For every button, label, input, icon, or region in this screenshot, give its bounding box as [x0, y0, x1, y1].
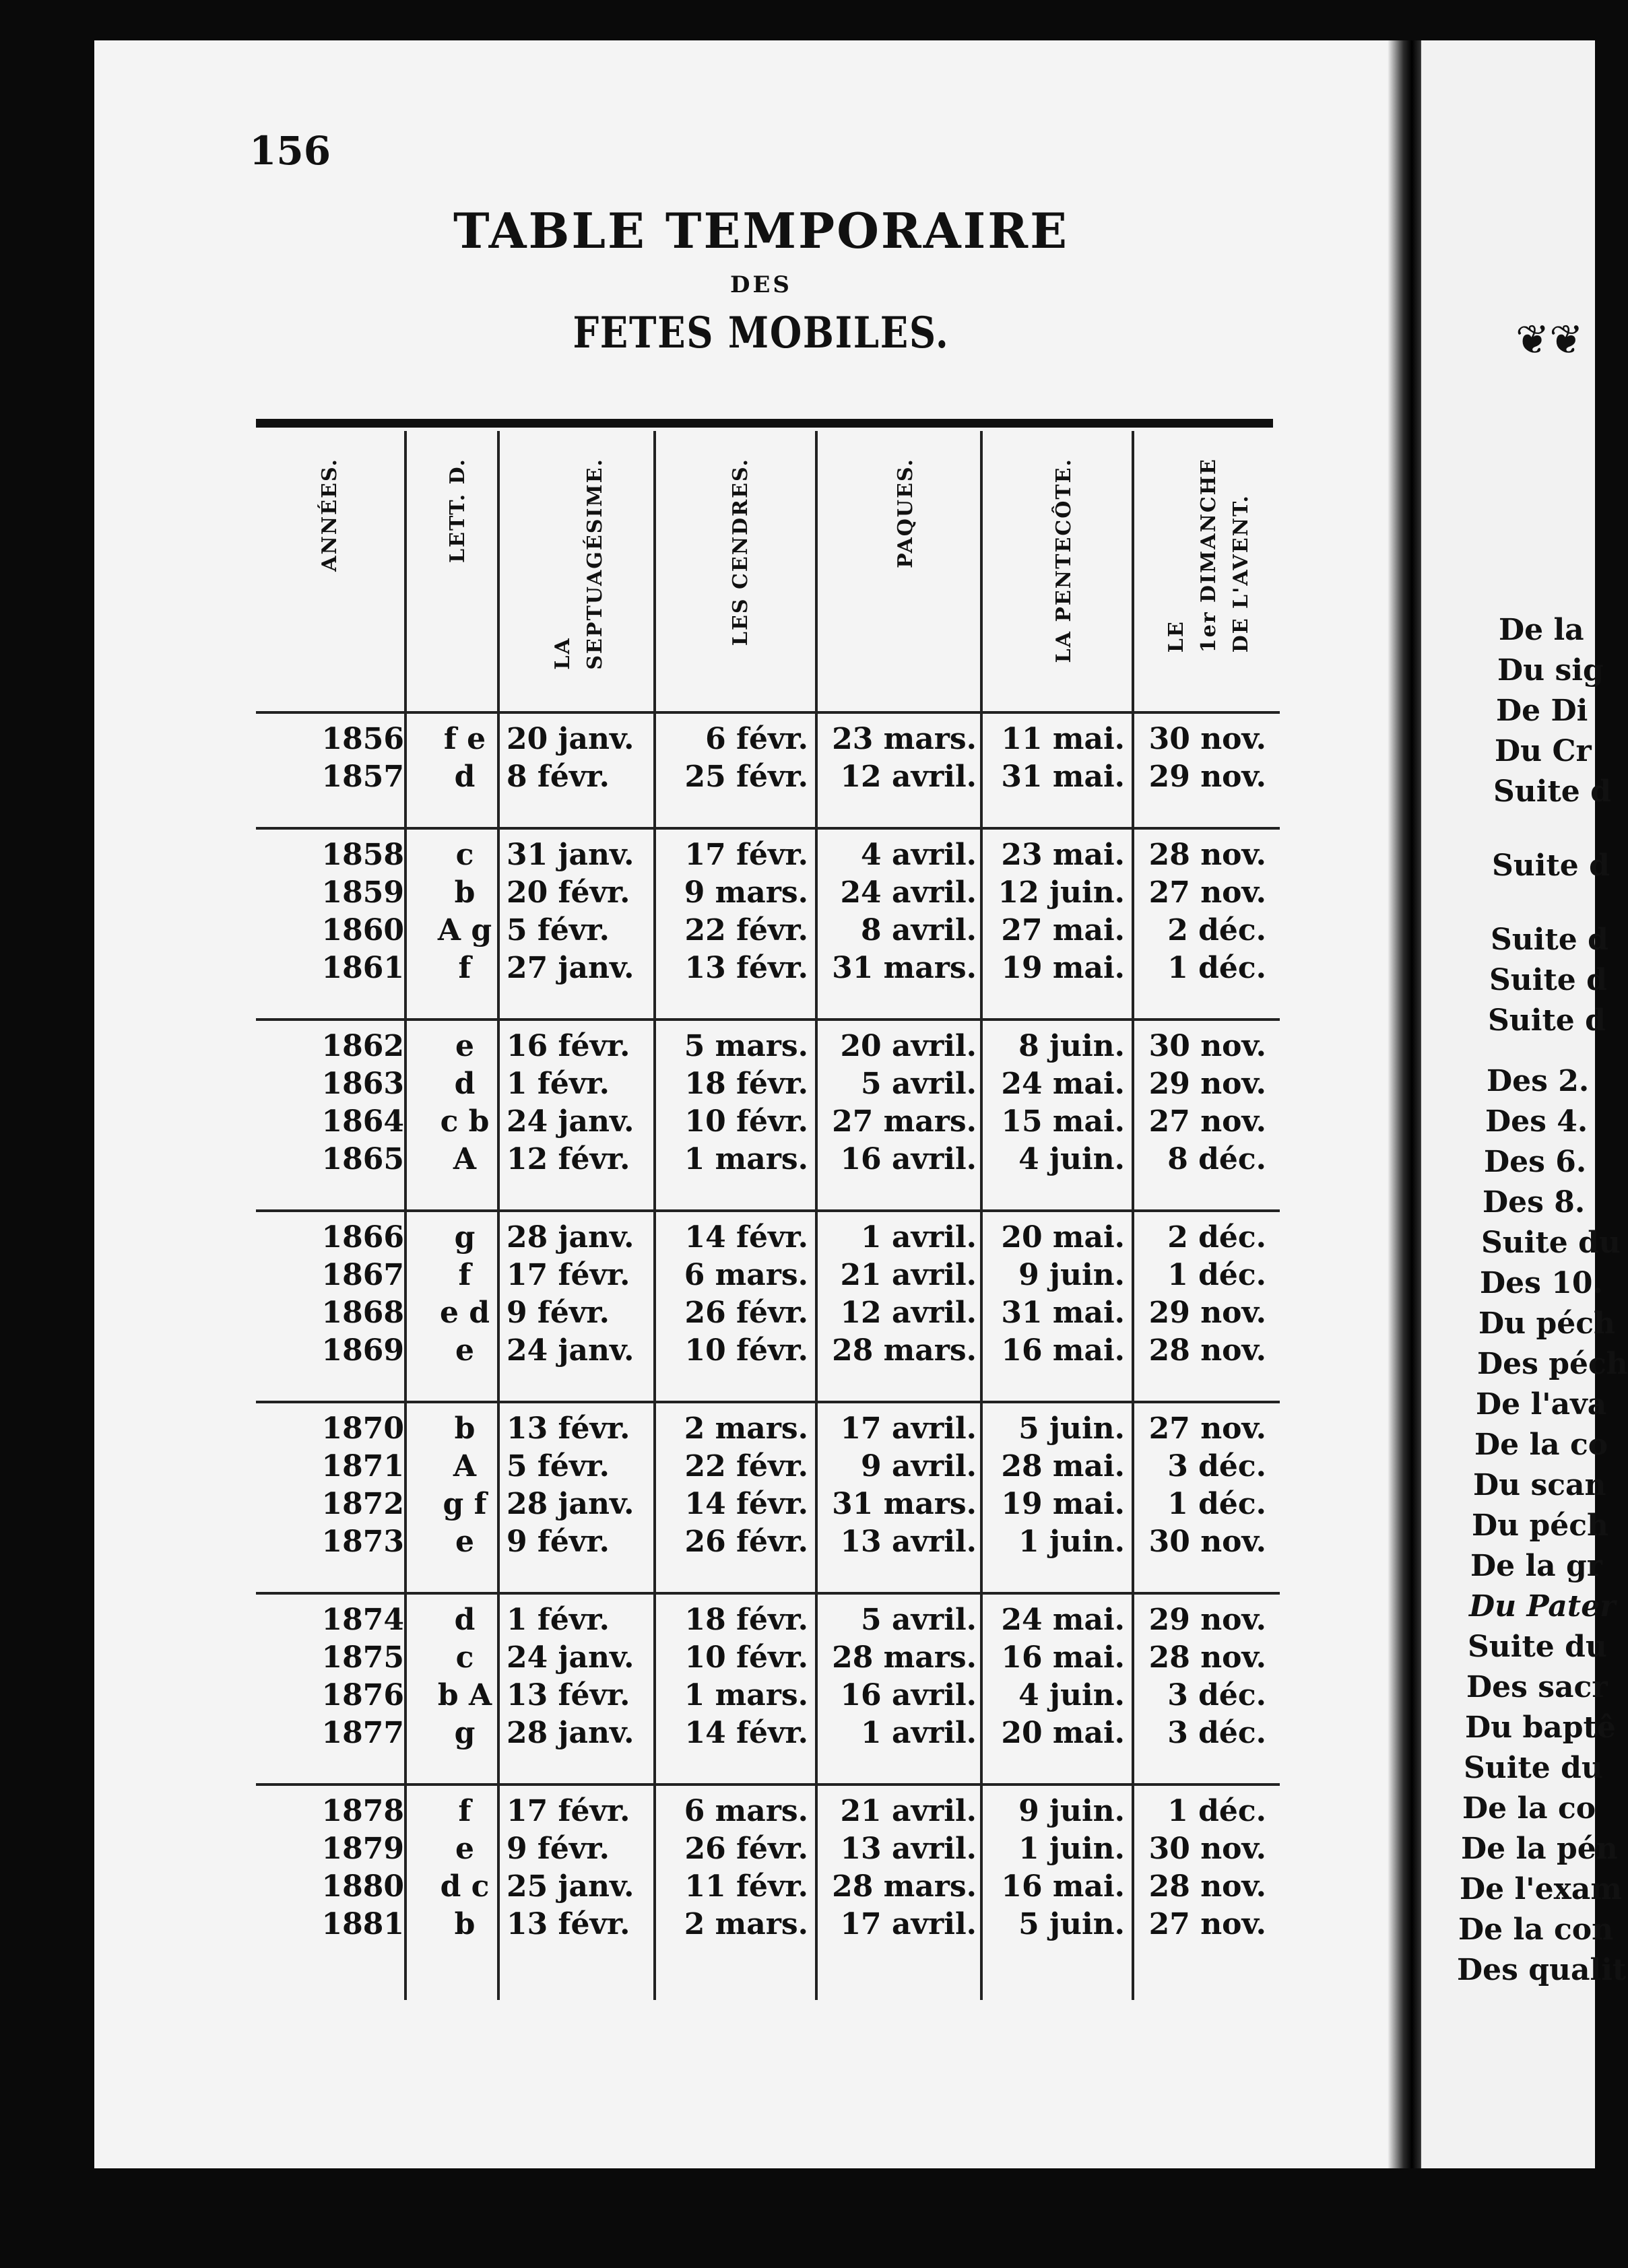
septuagesime-cell: 17 févr.: [507, 1258, 630, 1292]
cendres-cell: 18 févr.: [684, 1603, 808, 1637]
paques-cell: 16 avril.: [840, 1142, 977, 1176]
right-page-line: Des 2.: [1487, 1064, 1590, 1098]
letter-cell: d: [454, 1067, 476, 1101]
year-cell: 1871: [321, 1449, 404, 1483]
group-rule: [256, 1018, 1280, 1021]
cendres-cell: 18 févr.: [684, 1067, 808, 1101]
septuagesime-cell: 5 févr.: [507, 1449, 610, 1483]
feast-table: [256, 431, 1280, 2000]
pentecote-cell: 16 mai.: [1001, 1333, 1125, 1368]
avent-cell: 3 déc.: [1167, 1449, 1266, 1483]
paques-cell: 31 mars.: [832, 1487, 977, 1521]
letter-cell: d c: [440, 1869, 490, 1904]
column-divider: [1132, 431, 1134, 2000]
year-cell: 1877: [321, 1716, 404, 1750]
right-page-line: De Di: [1496, 694, 1588, 728]
right-page-line: Des sacr: [1466, 1670, 1608, 1704]
header-label: LETT. D.: [446, 458, 469, 563]
column-divider: [653, 431, 656, 2000]
avent-cell: 27 nov.: [1148, 1411, 1266, 1446]
letter-cell: d: [454, 760, 476, 794]
column-divider: [980, 431, 983, 2000]
avent-cell: 1 déc.: [1167, 1794, 1266, 1828]
cendres-cell: 14 févr.: [684, 1716, 808, 1750]
paques-cell: 20 avril.: [840, 1029, 977, 1063]
pentecote-cell: 19 mai.: [1001, 1487, 1125, 1521]
paques-cell: 31 mars.: [832, 951, 977, 985]
right-page-line: Des qualit: [1457, 1953, 1627, 1987]
paques-cell: 1 avril.: [861, 1220, 977, 1255]
table-row: [256, 1410, 1280, 1448]
group-rule: [256, 827, 1280, 830]
right-page-line: Suite du: [1481, 1226, 1621, 1260]
paques-cell: 21 avril.: [840, 1258, 977, 1292]
avent-cell: 30 nov.: [1148, 722, 1266, 756]
year-cell: 1863: [321, 1067, 404, 1101]
letter-cell: d: [454, 1603, 476, 1637]
paques-cell: 12 avril.: [840, 1296, 977, 1330]
year-cell: 1857: [321, 760, 404, 794]
letter-cell: A: [453, 1449, 477, 1483]
paques-cell: 17 avril.: [840, 1907, 977, 1941]
page-number: 156: [249, 128, 331, 174]
table-row: [256, 1486, 1280, 1523]
pentecote-cell: 8 juin.: [1018, 1029, 1125, 1063]
table-row: [256, 1028, 1280, 1065]
header-label: LA SEPTUAGÉSIME.: [551, 458, 607, 670]
table-row: [256, 1448, 1280, 1486]
right-page-line: De la con: [1458, 1912, 1614, 1947]
table-row: [256, 1294, 1280, 1332]
pentecote-cell: 1 juin.: [1018, 1525, 1125, 1559]
cendres-cell: 9 mars.: [684, 875, 808, 910]
avent-cell: 3 déc.: [1167, 1716, 1266, 1750]
avent-cell: 1 déc.: [1167, 1258, 1266, 1292]
year-cell: 1878: [321, 1794, 404, 1828]
paques-cell: 24 avril.: [840, 875, 977, 910]
letter-cell: f: [458, 951, 471, 985]
pentecote-cell: 11 mai.: [1001, 722, 1125, 756]
header-label: PAQUES.: [894, 458, 917, 568]
cendres-cell: 10 févr.: [684, 1640, 808, 1675]
paques-cell: 28 mars.: [832, 1640, 977, 1675]
year-cell: 1862: [321, 1029, 404, 1063]
avent-cell: 30 nov.: [1148, 1029, 1266, 1063]
pentecote-cell: 9 juin.: [1018, 1258, 1125, 1292]
septuagesime-cell: 13 févr.: [507, 1411, 630, 1446]
paques-cell: 9 avril.: [861, 1449, 977, 1483]
right-page-line: Suite d: [1492, 848, 1610, 883]
table-row: [256, 1639, 1280, 1677]
right-page-line: Du Cr: [1495, 734, 1592, 768]
ornament-icon: ❦❦: [1516, 316, 1584, 364]
letter-cell: c b: [440, 1104, 490, 1139]
table-row: [256, 1830, 1280, 1868]
table-row: [256, 1868, 1280, 1906]
year-cell: 1872: [321, 1487, 404, 1521]
year-cell: 1868: [321, 1296, 404, 1330]
year-cell: 1858: [321, 838, 404, 872]
cendres-cell: 1 mars.: [684, 1142, 808, 1176]
right-page-line: Des 10.: [1480, 1266, 1603, 1300]
avent-cell: 30 nov.: [1148, 1525, 1266, 1559]
pentecote-cell: 27 mai.: [1001, 913, 1125, 947]
year-cell: 1866: [321, 1220, 404, 1255]
right-page-line: Suite du: [1464, 1751, 1603, 1785]
right-page-line: Suite d: [1489, 963, 1607, 997]
cendres-cell: 26 févr.: [684, 1832, 808, 1866]
group-rule: [256, 1783, 1280, 1786]
cendres-cell: 10 févr.: [684, 1333, 808, 1368]
avent-cell: 29 nov.: [1148, 1296, 1266, 1330]
table-row: [256, 1065, 1280, 1103]
avent-cell: 2 déc.: [1167, 913, 1266, 947]
avent-cell: 2 déc.: [1167, 1220, 1266, 1255]
table-row: [256, 1793, 1280, 1830]
year-cell: 1879: [321, 1832, 404, 1866]
letter-cell: c: [455, 1640, 474, 1675]
pentecote-cell: 24 mai.: [1001, 1603, 1125, 1637]
septuagesime-cell: 9 févr.: [507, 1832, 610, 1866]
paques-cell: 4 avril.: [861, 838, 977, 872]
right-page-line: De l'ava: [1476, 1387, 1607, 1422]
title-connector: DES: [730, 271, 792, 298]
pentecote-cell: 23 mai.: [1001, 838, 1125, 872]
paques-cell: 13 avril.: [840, 1525, 977, 1559]
septuagesime-cell: 5 févr.: [507, 913, 610, 947]
right-page-line: De la: [1499, 613, 1584, 647]
avent-cell: 8 déc.: [1167, 1142, 1266, 1176]
header-label: LA PENTECÔTE.: [1052, 458, 1076, 663]
year-cell: 1864: [321, 1104, 404, 1139]
septuagesime-cell: 9 févr.: [507, 1525, 610, 1559]
right-page-line: Du baptê: [1465, 1710, 1616, 1745]
avent-cell: 28 nov.: [1148, 838, 1266, 872]
pentecote-cell: 15 mai.: [1001, 1104, 1125, 1139]
year-cell: 1865: [321, 1142, 404, 1176]
pentecote-cell: 4 juin.: [1018, 1678, 1125, 1712]
letter-cell: e: [455, 1525, 474, 1559]
septuagesime-cell: 24 janv.: [507, 1104, 634, 1139]
paques-cell: 12 avril.: [840, 760, 977, 794]
right-page-line: Suite d: [1488, 1003, 1606, 1038]
letter-cell: A: [453, 1142, 477, 1176]
septuagesime-cell: 20 févr.: [507, 875, 630, 910]
year-cell: 1856: [321, 722, 404, 756]
right-page-line: De la pén: [1461, 1832, 1618, 1866]
avent-cell: 1 déc.: [1167, 951, 1266, 985]
cendres-cell: 6 mars.: [684, 1258, 808, 1292]
avent-cell: 29 nov.: [1148, 760, 1266, 794]
table-row: [256, 758, 1280, 796]
letter-cell: g: [454, 1220, 476, 1255]
letter-cell: e: [455, 1333, 474, 1368]
pentecote-cell: 12 juin.: [998, 875, 1125, 910]
pentecote-cell: 1 juin.: [1018, 1832, 1125, 1866]
letter-cell: b A: [437, 1678, 492, 1712]
right-page-line: Du Pater: [1469, 1589, 1616, 1624]
right-page-line: Du scan: [1473, 1468, 1606, 1502]
year-cell: 1867: [321, 1258, 404, 1292]
pentecote-cell: 5 juin.: [1018, 1411, 1125, 1446]
septuagesime-cell: 8 févr.: [507, 760, 610, 794]
paques-cell: 17 avril.: [840, 1411, 977, 1446]
letter-cell: g f: [443, 1487, 487, 1521]
year-cell: 1880: [321, 1869, 404, 1904]
cendres-cell: 6 févr.: [705, 722, 808, 756]
septuagesime-cell: 9 févr.: [507, 1296, 610, 1330]
cendres-cell: 22 févr.: [684, 913, 808, 947]
table-row: [256, 1906, 1280, 1943]
table-row: [256, 1219, 1280, 1257]
septuagesime-cell: 27 janv.: [507, 951, 634, 985]
septuagesime-cell: 25 janv.: [507, 1869, 634, 1904]
group-rule: [256, 711, 1280, 714]
cendres-cell: 6 mars.: [684, 1794, 808, 1828]
cendres-cell: 5 mars.: [684, 1029, 808, 1063]
title-block: [256, 202, 1266, 358]
pentecote-cell: 31 mai.: [1001, 760, 1125, 794]
pentecote-cell: 20 mai.: [1001, 1220, 1125, 1255]
cendres-cell: 14 févr.: [684, 1220, 808, 1255]
letter-cell: A g: [437, 913, 492, 947]
table-row: [256, 874, 1280, 912]
table-row: [256, 1141, 1280, 1178]
cendres-cell: 17 févr.: [684, 838, 808, 872]
septuagesime-cell: 12 févr.: [507, 1142, 630, 1176]
right-page-line: Des 6.: [1484, 1145, 1587, 1179]
title-rule: [256, 419, 1273, 428]
cendres-cell: 2 mars.: [684, 1907, 808, 1941]
letter-cell: c: [455, 838, 474, 872]
septuagesime-cell: 24 janv.: [507, 1640, 634, 1675]
avent-cell: 29 nov.: [1148, 1067, 1266, 1101]
pentecote-cell: 20 mai.: [1001, 1716, 1125, 1750]
avent-cell: 27 nov.: [1148, 1104, 1266, 1139]
septuagesime-cell: 1 févr.: [507, 1067, 610, 1101]
septuagesime-cell: 1 févr.: [507, 1603, 610, 1637]
avent-cell: 1 déc.: [1167, 1487, 1266, 1521]
letter-cell: e d: [439, 1296, 490, 1330]
group-rule: [256, 1592, 1280, 1595]
letter-cell: f: [458, 1794, 471, 1828]
pentecote-cell: 24 mai.: [1001, 1067, 1125, 1101]
cendres-cell: 10 févr.: [684, 1104, 808, 1139]
right-page-line: De l'exam: [1460, 1872, 1622, 1906]
paques-cell: 1 avril.: [861, 1716, 977, 1750]
paques-cell: 5 avril.: [861, 1067, 977, 1101]
table-row: [256, 721, 1280, 758]
septuagesime-cell: 17 févr.: [507, 1794, 630, 1828]
paques-cell: 8 avril.: [861, 913, 977, 947]
letter-cell: f e: [443, 722, 486, 756]
table-row: [256, 1677, 1280, 1714]
avent-cell: 29 nov.: [1148, 1603, 1266, 1637]
septuagesime-cell: 13 févr.: [507, 1678, 630, 1712]
cendres-cell: 2 mars.: [684, 1411, 808, 1446]
column-divider: [404, 431, 407, 2000]
right-page-line: Du péch: [1478, 1306, 1616, 1341]
septuagesime-cell: 28 janv.: [507, 1487, 634, 1521]
cendres-cell: 26 févr.: [684, 1296, 808, 1330]
table-row: [256, 949, 1280, 987]
header-label: LES CENDRES.: [729, 458, 752, 646]
septuagesime-cell: 28 janv.: [507, 1716, 634, 1750]
cendres-cell: 1 mars.: [684, 1678, 808, 1712]
septuagesime-cell: 16 févr.: [507, 1029, 630, 1063]
page-subtitle: FETES MOBILES.: [573, 308, 950, 358]
letter-cell: e: [455, 1029, 474, 1063]
paques-cell: 5 avril.: [861, 1603, 977, 1637]
septuagesime-cell: 31 janv.: [507, 838, 634, 872]
letter-cell: b: [454, 1907, 476, 1941]
right-page-line: De la gr: [1470, 1549, 1602, 1583]
year-cell: 1860: [321, 913, 404, 947]
letter-cell: e: [455, 1832, 474, 1866]
year-cell: 1859: [321, 875, 404, 910]
right-page-line: Suite d: [1493, 774, 1611, 809]
right-page-line: De la co: [1462, 1791, 1596, 1826]
table-row: [256, 1523, 1280, 1561]
table-row: [256, 1601, 1280, 1639]
table-row: [256, 1257, 1280, 1294]
year-cell: 1873: [321, 1525, 404, 1559]
year-cell: 1874: [321, 1603, 404, 1637]
avent-cell: 30 nov.: [1148, 1832, 1266, 1866]
septuagesime-cell: 13 févr.: [507, 1907, 630, 1941]
paques-cell: 28 mars.: [832, 1869, 977, 1904]
cendres-cell: 11 févr.: [684, 1869, 808, 1904]
pentecote-cell: 9 juin.: [1018, 1794, 1125, 1828]
pentecote-cell: 4 juin.: [1018, 1142, 1125, 1176]
pentecote-cell: 16 mai.: [1001, 1640, 1125, 1675]
right-page-line: Suite d: [1491, 923, 1608, 957]
right-page-line: Suite du: [1468, 1630, 1607, 1664]
pentecote-cell: 31 mai.: [1001, 1296, 1125, 1330]
paques-cell: 16 avril.: [840, 1678, 977, 1712]
paques-cell: 27 mars.: [832, 1104, 977, 1139]
cendres-cell: 25 févr.: [684, 760, 808, 794]
year-cell: 1861: [321, 951, 404, 985]
pentecote-cell: 5 juin.: [1018, 1907, 1125, 1941]
letter-cell: b: [454, 875, 476, 910]
right-page-line: Des 4.: [1485, 1104, 1588, 1139]
column-divider: [815, 431, 818, 2000]
page-title: TABLE TEMPORAIRE: [453, 202, 1070, 259]
letter-cell: g: [454, 1716, 476, 1750]
year-cell: 1881: [321, 1907, 404, 1941]
pentecote-cell: 19 mai.: [1001, 951, 1125, 985]
pentecote-cell: 28 mai.: [1001, 1449, 1125, 1483]
paques-cell: 13 avril.: [840, 1832, 977, 1866]
avent-cell: 27 nov.: [1148, 1907, 1266, 1941]
paques-cell: 21 avril.: [840, 1794, 977, 1828]
cendres-cell: 14 févr.: [684, 1487, 808, 1521]
right-page-line: Du péch: [1472, 1508, 1609, 1543]
right-page-line: Des péch: [1477, 1347, 1628, 1381]
table-row: [256, 912, 1280, 949]
group-rule: [256, 1401, 1280, 1403]
year-cell: 1869: [321, 1333, 404, 1368]
right-page-line: De la co: [1474, 1428, 1608, 1462]
pentecote-cell: 16 mai.: [1001, 1869, 1125, 1904]
avent-cell: 3 déc.: [1167, 1678, 1266, 1712]
letter-cell: b: [454, 1411, 476, 1446]
paques-cell: 23 mars.: [832, 722, 977, 756]
year-cell: 1870: [321, 1411, 404, 1446]
cendres-cell: 22 févr.: [684, 1449, 808, 1483]
cendres-cell: 13 févr.: [684, 951, 808, 985]
year-cell: 1875: [321, 1640, 404, 1675]
avent-cell: 27 nov.: [1148, 875, 1266, 910]
septuagesime-cell: 24 janv.: [507, 1333, 634, 1368]
table-row: [256, 836, 1280, 874]
letter-cell: f: [458, 1258, 471, 1292]
table-row: [256, 1332, 1280, 1370]
table-row: [256, 1714, 1280, 1752]
year-cell: 1876: [321, 1678, 404, 1712]
header-label: ANNÉES.: [318, 458, 341, 572]
right-page-line: Des 8.: [1483, 1185, 1586, 1220]
avent-cell: 28 nov.: [1148, 1333, 1266, 1368]
cendres-cell: 26 févr.: [684, 1525, 808, 1559]
septuagesime-cell: 28 janv.: [507, 1220, 634, 1255]
septuagesime-cell: 20 janv.: [507, 722, 634, 756]
table-row: [256, 1103, 1280, 1141]
avent-cell: 28 nov.: [1148, 1640, 1266, 1675]
header-label: LE 1er DIMANCHE DE L'AVENT.: [1165, 458, 1253, 653]
group-rule: [256, 1209, 1280, 1212]
paques-cell: 28 mars.: [832, 1333, 977, 1368]
avent-cell: 28 nov.: [1148, 1869, 1266, 1904]
right-page-line: Du sig: [1497, 653, 1604, 688]
column-divider: [497, 431, 500, 2000]
